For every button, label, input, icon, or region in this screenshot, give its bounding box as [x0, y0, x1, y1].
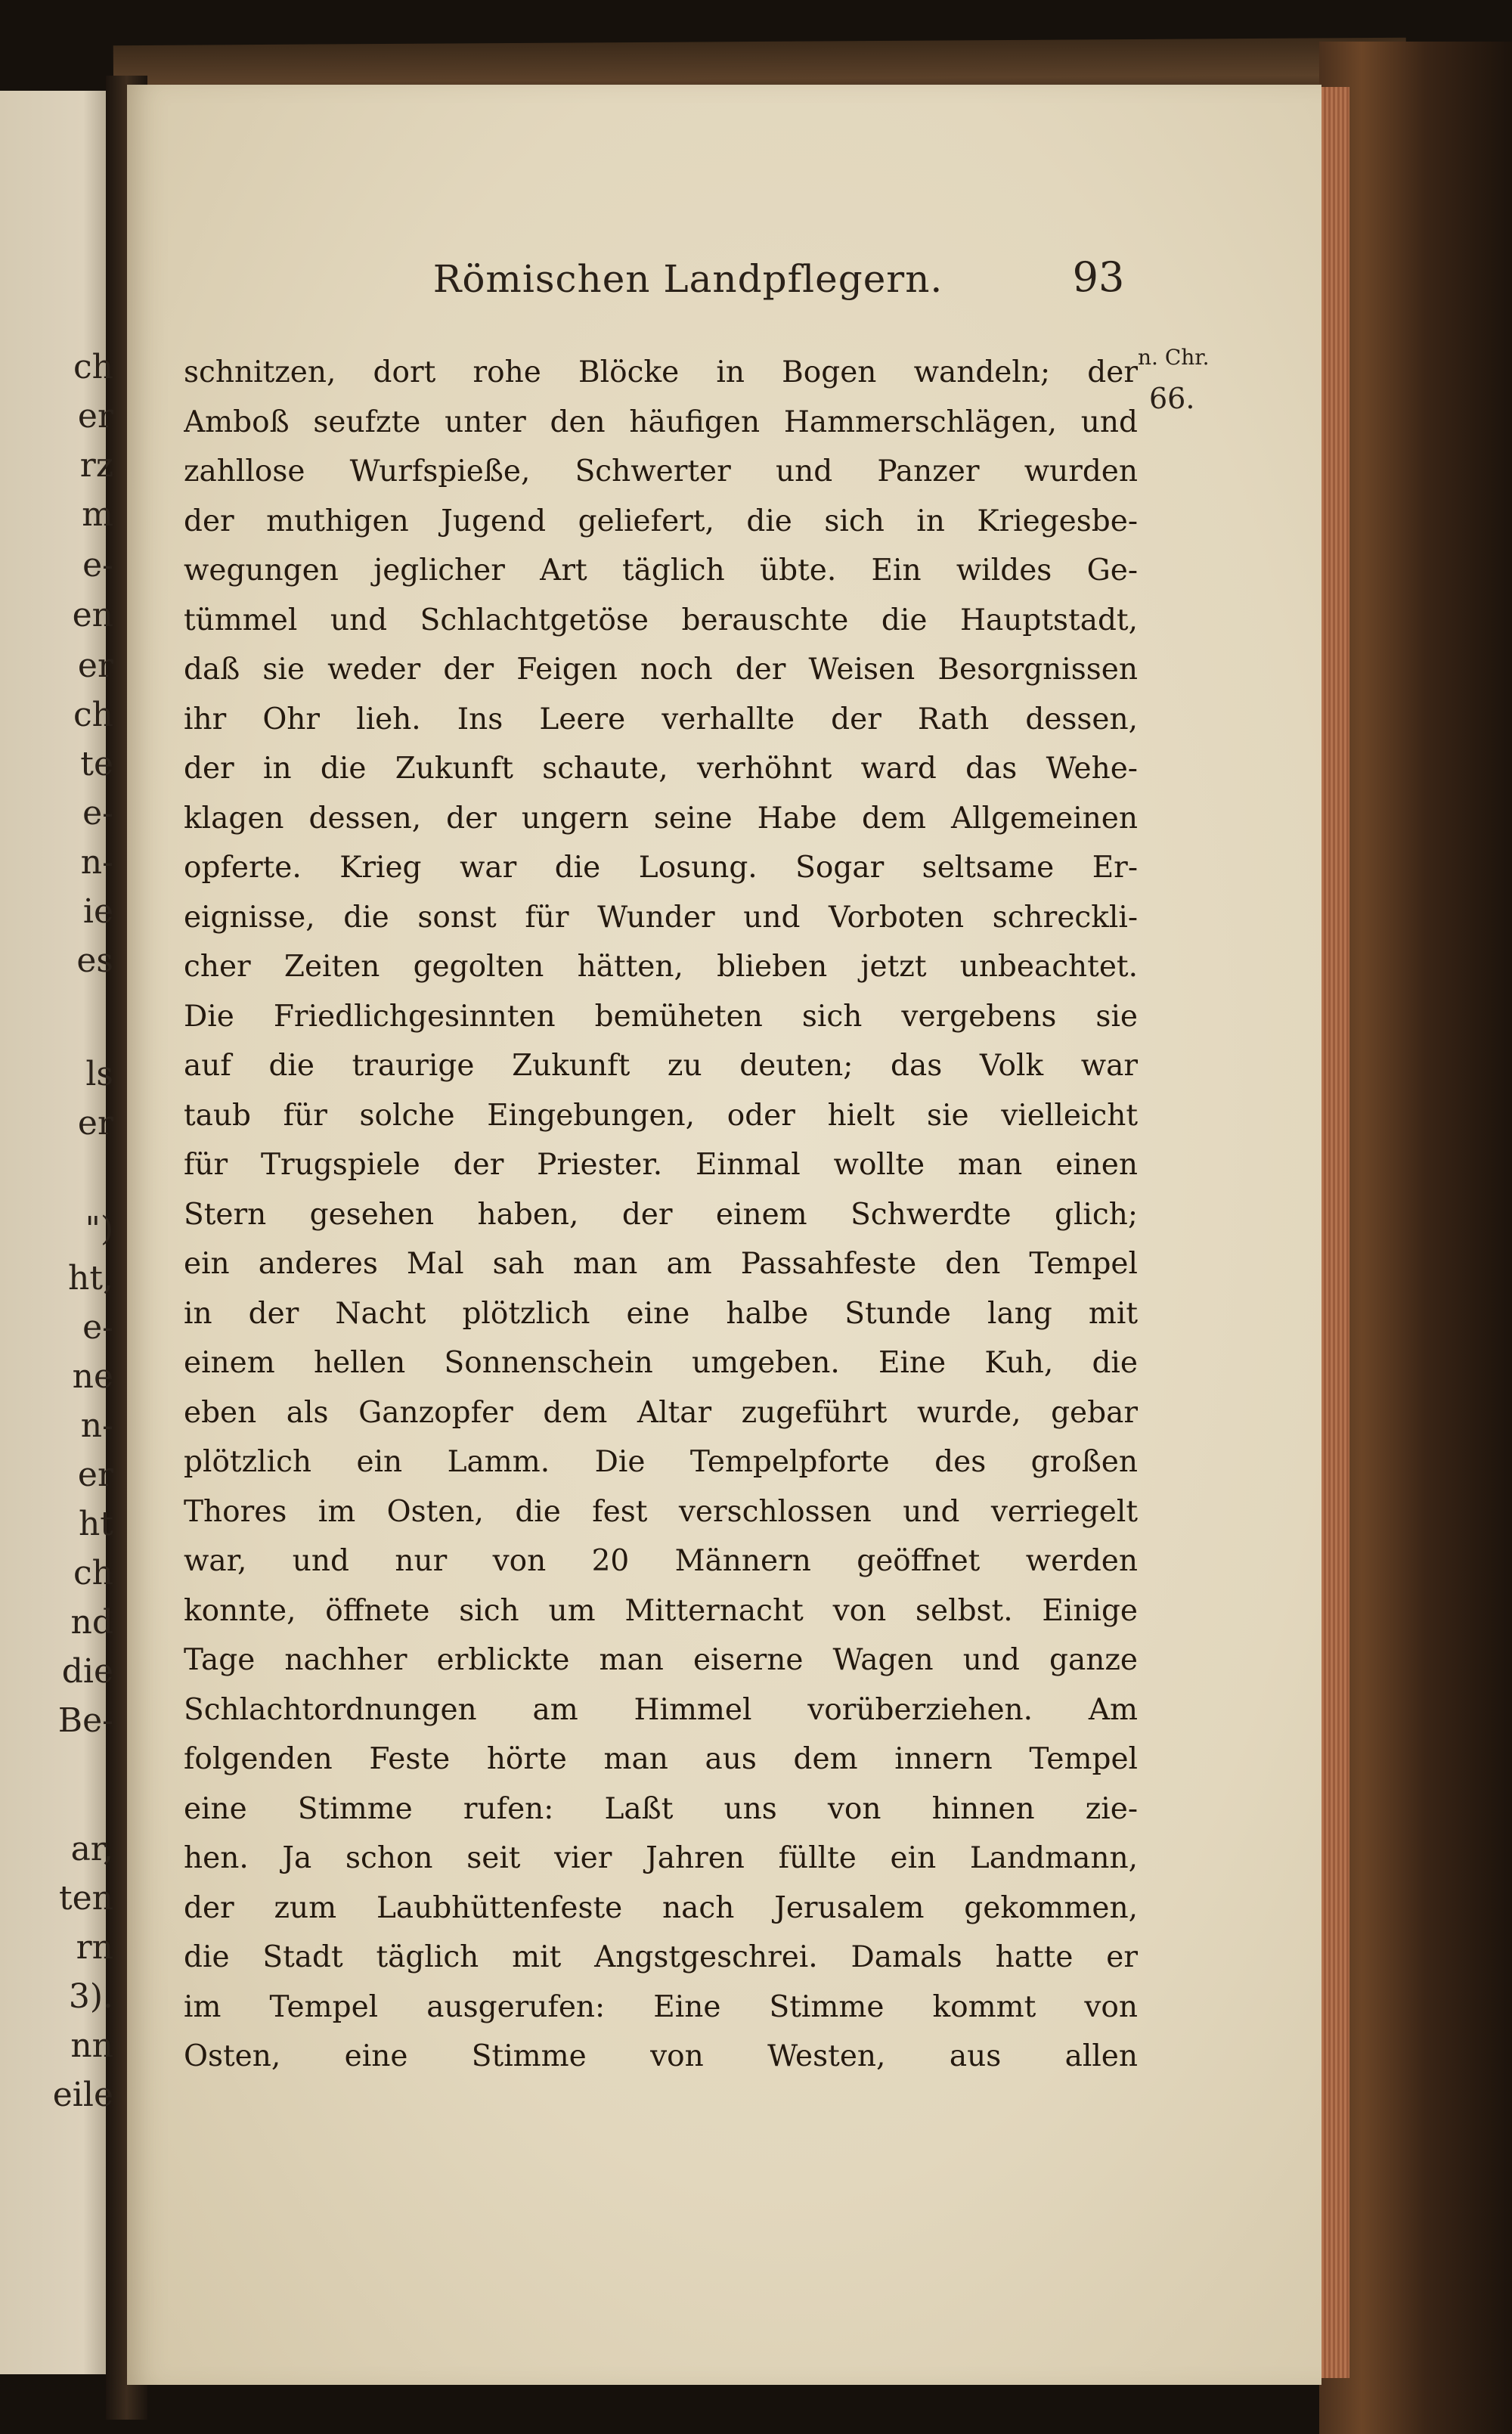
- left-fragment: er: [77, 1104, 113, 1143]
- left-fragment: e-: [82, 794, 113, 833]
- left-fragment: n-: [80, 1406, 113, 1445]
- text-line: eben als Ganzopfer dem Altar zugeführt wurde, gebar: [184, 1395, 1138, 1430]
- left-fragment: rz: [79, 446, 113, 485]
- text-line: plötzlich ein Lamm. Die Tempelpforte des großen: [184, 1445, 1138, 1479]
- text-line: klagen dessen, der ungern seine Habe dem Allgemeinen: [184, 801, 1138, 836]
- text-line: schnitzen, dort rohe Blöcke in Bogen wandeln; der: [184, 355, 1138, 389]
- text-line: für Trugspiele der Priester. Einmal wollte man einen: [184, 1148, 1138, 1182]
- text-line: Tage nachher erblickte man eiserne Wagen und ganze: [184, 1643, 1138, 1677]
- running-head: Römischen Landpflegern.: [432, 257, 943, 301]
- left-fragment: ten: [58, 1879, 113, 1918]
- text-line: daß sie weder der Feigen noch der Weisen Besorgnissen: [184, 653, 1138, 687]
- left-fragment: nn: [70, 2026, 113, 2065]
- left-fragment: ht: [78, 1505, 113, 1543]
- left-fragment: te: [80, 745, 113, 783]
- text-line: wegungen jeglicher Art täglich übte. Ein wildes Ge-: [184, 553, 1138, 588]
- left-fragment: ar,: [70, 1830, 113, 1868]
- left-fragment: die: [61, 1652, 113, 1691]
- left-fragment: ie: [82, 892, 113, 931]
- text-line: tümmel und Schlachtgetöse berauschte die Hauptstadt,: [184, 603, 1138, 637]
- text-line: im Tempel ausgerufen: Eine Stimme kommt von: [184, 1989, 1138, 2024]
- text-line: einem hellen Sonnenschein umgeben. Eine Kuh, die: [184, 1346, 1138, 1380]
- text-line: hen. Ja schon seit vier Jahren füllte ein Landmann,: [184, 1841, 1138, 1875]
- text-line: ihr Ohr lieh. Ins Leere verhallte der Rath dessen,: [184, 702, 1138, 736]
- left-fragment: en: [72, 596, 113, 634]
- text-line: Osten, eine Stimme von Westen, aus allen: [184, 2039, 1138, 2073]
- left-fragment: rn: [76, 1928, 113, 1967]
- margin-note-year: 66.: [1149, 382, 1195, 415]
- text-line: Schlachtordnungen am Himmel vorüberziehen. Am: [184, 1692, 1138, 1727]
- page-number: 93: [1072, 253, 1125, 301]
- text-line: die Stadt täglich mit Angstgeschrei. Damals hatte er: [184, 1940, 1138, 1974]
- text-line: war, und nur von 20 Männern geöffnet werden: [184, 1544, 1138, 1578]
- left-fragment: ls: [85, 1055, 113, 1093]
- text-line: auf die traurige Zukunft zu deuten; das Volk war: [184, 1049, 1138, 1083]
- left-fragment: er: [77, 646, 113, 685]
- left-fragment: er: [77, 397, 113, 436]
- left-fragment: 3).: [68, 1977, 113, 2016]
- left-fragment: ht,: [67, 1259, 113, 1298]
- left-fragment: m: [82, 495, 113, 534]
- text-line: Die Friedlichgesinnten bemüheten sich vergebens sie: [184, 999, 1138, 1034]
- left-fragment: "): [85, 1210, 113, 1248]
- text-line: ein anderes Mal sah man am Passahfeste den Tempel: [184, 1247, 1138, 1281]
- left-fragment: er: [77, 1456, 113, 1494]
- left-page-fragments: [0, 0, 121, 2434]
- text-line: konnte, öffnete sich um Mitternacht von selbst. Einige: [184, 1593, 1138, 1628]
- text-line: taub für solche Eingebungen, oder hielt sie vielleicht: [184, 1098, 1138, 1133]
- left-fragment: ch: [73, 696, 113, 734]
- text-line: der muthigen Jugend geliefert, die sich in Kriegesbe-: [184, 504, 1138, 538]
- left-fragment: ch: [73, 348, 113, 386]
- text-line: Stern gesehen haben, der einem Schwerdte glich;: [184, 1197, 1138, 1232]
- text-line: zahllose Wurfspieße, Schwerter und Panzer wurden: [184, 454, 1138, 488]
- left-fragment: ne: [72, 1357, 113, 1396]
- text-line: Thores im Osten, die fest verschlossen und verriegelt: [184, 1494, 1138, 1529]
- text-line: der zum Laubhüttenfeste nach Jerusalem gekommen,: [184, 1890, 1138, 1925]
- text-line: folgenden Feste hörte man aus dem innern Tempel: [184, 1742, 1138, 1776]
- left-fragment: n-: [80, 843, 113, 882]
- left-fragment: e-: [82, 546, 113, 584]
- left-fragment: eile: [52, 2076, 113, 2114]
- text-line: cher Zeiten gegolten hätten, blieben jetzt unbeachtet.: [184, 950, 1138, 984]
- text-line: in der Nacht plötzlich eine halbe Stunde lang mit: [184, 1296, 1138, 1331]
- margin-note-label: n. Chr.: [1138, 345, 1210, 370]
- left-fragment: ch: [73, 1554, 113, 1592]
- left-fragment: Be-: [57, 1701, 113, 1740]
- body-text: [184, 348, 1138, 2082]
- left-fragment: es: [76, 941, 113, 980]
- text-line: eine Stimme rufen: Laßt uns von hinnen zie-: [184, 1791, 1138, 1826]
- text-line: der in die Zukunft schaute, verhöhnt ward das Wehe-: [184, 752, 1138, 786]
- text-line: Amboß seufzte unter den häufigen Hammerschlägen, und: [184, 405, 1138, 439]
- text-line: opferte. Krieg war die Losung. Sogar seltsame Er-: [184, 851, 1138, 885]
- left-fragment: nd: [70, 1603, 113, 1642]
- left-fragment: e-: [82, 1308, 113, 1347]
- text-line: eignisse, die sonst für Wunder und Vorboten schreckli-: [184, 900, 1138, 935]
